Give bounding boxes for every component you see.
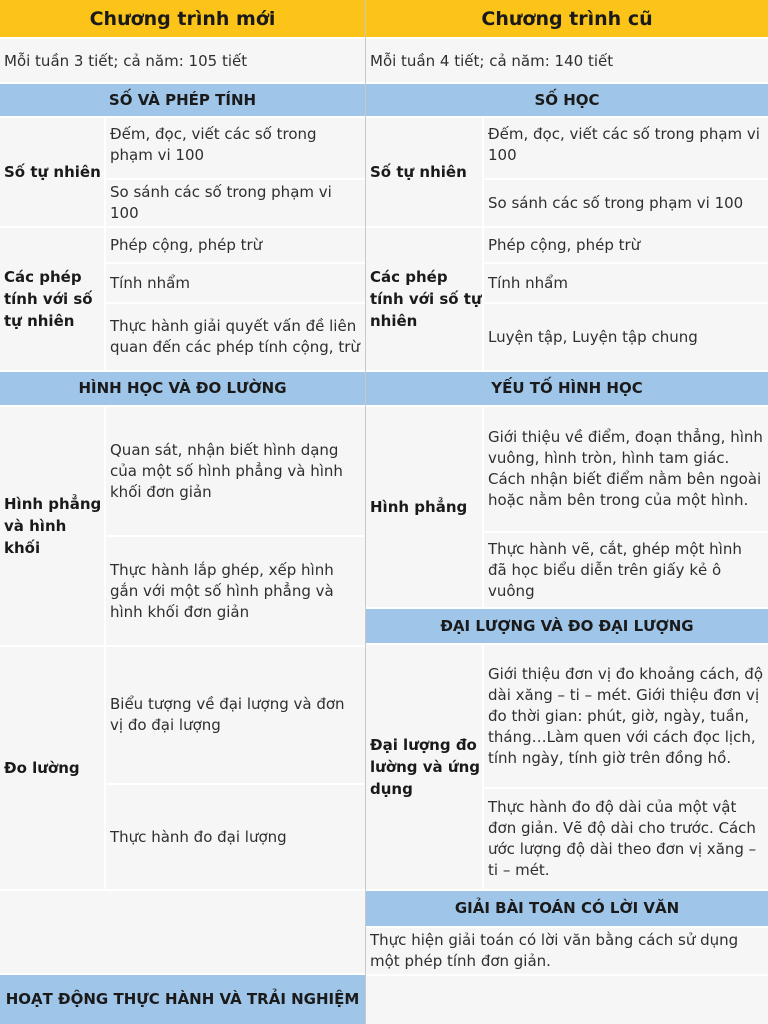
section-numbers-operations: SỐ VÀ PHÉP TÍNH bbox=[0, 84, 365, 116]
topic-natural-numbers: Số tự nhiên bbox=[366, 118, 482, 226]
topic-operations: Các phép tính với số tự nhiên bbox=[0, 228, 104, 370]
section-word-problems: GIẢI BÀI TOÁN CÓ LỜI VĂN bbox=[366, 891, 768, 926]
new-program-periods: Mỗi tuần 3 tiết; cả năm: 105 tiết bbox=[0, 39, 365, 82]
item-compare-numbers: So sánh các số trong phạm vi 100 bbox=[106, 180, 365, 226]
item-compare-numbers: So sánh các số trong phạm vi 100 bbox=[484, 180, 768, 226]
empty-cell bbox=[0, 891, 365, 973]
item-length-time-units: Giới thiệu đơn vị đo khoảng cách, độ dài xăng – ti – mét. Giới thiệu đơn vị đo thời gian: phút, giờ, ngày, tuần, tháng…Làm quen với cách đọc lịch, tính ngày, tính giờ trên đồng hồ. bbox=[484, 645, 768, 787]
item-observe-shapes: Quan sát, nhận biết hình dạng của một số hình phẳng và hình khối đơn giản bbox=[106, 407, 365, 535]
section-practice-activities: HOẠT ĐỘNG THỰC HÀNH VÀ TRẢI NGHIỆM bbox=[0, 975, 365, 1024]
new-program-title: Chương trình mới bbox=[0, 0, 365, 37]
section-arithmetic: SỐ HỌC bbox=[366, 84, 768, 116]
item-add-subtract: Phép cộng, phép trừ bbox=[484, 228, 768, 262]
topic-quantity-applications: Đại lượng đo lường và ứng dụng bbox=[366, 645, 482, 889]
empty-cell bbox=[366, 976, 768, 1024]
item-quantity-units: Biểu tượng về đại lượng và đơn vị đo đại lượng bbox=[106, 647, 365, 783]
topic-plane-shapes: Hình phẳng bbox=[366, 407, 482, 607]
item-mental-math: Tính nhẩm bbox=[484, 264, 768, 302]
topic-operations: Các phép tính với số tự nhiên bbox=[366, 228, 482, 370]
item-problem-solving: Thực hành giải quyết vấn đề liên quan đến các phép tính cộng, trừ bbox=[106, 304, 365, 370]
section-quantities: ĐẠI LƯỢNG VÀ ĐO ĐẠI LƯỢNG bbox=[366, 609, 768, 643]
item-word-problem-solving: Thực hiện giải toán có lời văn bằng cách sử dụng một phép tính đơn giản. bbox=[366, 928, 768, 974]
old-program-column bbox=[366, 0, 768, 1024]
topic-natural-numbers: Số tự nhiên bbox=[0, 118, 104, 226]
topic-measurement: Đo lường bbox=[0, 647, 104, 889]
item-count-read-write: Đếm, đọc, viết các số trong phạm vi 100 bbox=[106, 118, 365, 178]
item-length-practice: Thực hành đo độ dài của một vật đơn giản. Vẽ độ dài cho trước. Cách ước lượng độ dài theo đơn vị xăng – ti – mét. bbox=[484, 789, 768, 889]
item-mental-math: Tính nhẩm bbox=[106, 264, 365, 302]
item-measure-practice: Thực hành đo đại lượng bbox=[106, 785, 365, 889]
item-draw-cut-assemble: Thực hành vẽ, cắt, ghép một hình đã học biểu diễn trên giấy kẻ ô vuông bbox=[484, 533, 768, 607]
item-count-read-write: Đếm, đọc, viết các số trong phạm vi 100 bbox=[484, 118, 768, 178]
item-practice-review: Luyện tập, Luyện tập chung bbox=[484, 304, 768, 370]
section-geometry-measurement: HÌNH HỌC VÀ ĐO LƯỜNG bbox=[0, 372, 365, 405]
item-assemble-shapes: Thực hành lắp ghép, xếp hình gắn với một số hình phẳng và hình khối đơn giản bbox=[106, 537, 365, 645]
old-program-periods: Mỗi tuần 4 tiết; cả năm: 140 tiết bbox=[366, 39, 768, 82]
topic-shapes-solids: Hình phẳng và hình khối bbox=[0, 407, 104, 645]
old-program-title: Chương trình cũ bbox=[366, 0, 768, 37]
new-program-column bbox=[0, 0, 365, 1024]
section-geometry-elements: YẾU TỐ HÌNH HỌC bbox=[366, 372, 768, 405]
item-add-subtract: Phép cộng, phép trừ bbox=[106, 228, 365, 262]
item-points-segments: Giới thiệu về điểm, đoạn thẳng, hình vuông, hình tròn, hình tam giác. Cách nhận biết điểm nằm bên ngoài hoặc nằm bên trong của một hình. bbox=[484, 407, 768, 531]
